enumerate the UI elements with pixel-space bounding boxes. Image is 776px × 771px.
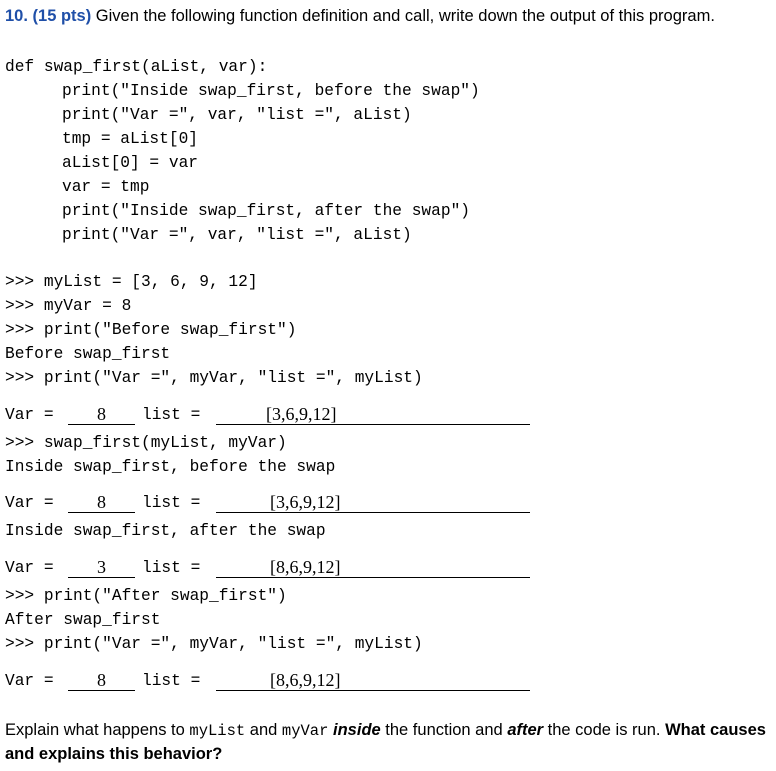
session-line: >>> swap_first(myList, myVar) [5,434,287,452]
session-line: >>> print("Before swap_first") [5,321,297,339]
question-header [5,7,715,26]
list-answer: [3,6,9,12] [270,492,341,512]
var-answer-blank[interactable] [68,670,135,691]
list-label: list = [142,494,201,512]
session-line: >>> myVar = 8 [5,297,132,315]
answer-row [5,557,545,581]
var-answer: 3 [97,557,106,577]
list-label: list = [142,672,201,690]
list-answer-blank[interactable] [216,670,530,691]
code-line: print("Inside swap_first, before the swap") [62,82,480,100]
session-line: >>> myList = [3, 6, 9, 12] [5,273,258,291]
explain-bold-question: What causes and explains this behavior? [5,721,766,763]
code-line: aList[0] = var [62,154,198,172]
list-label: list = [142,406,201,424]
list-answer-blank[interactable] [216,492,530,513]
list-answer: [8,6,9,12] [270,557,341,577]
explain-text: the code is run. [543,721,666,739]
var-label: Var = [5,672,54,690]
var-answer-blank[interactable] [68,557,135,578]
explanation-prompt [5,719,771,766]
answer-row [5,404,545,428]
var-label: Var = [5,406,54,424]
answer-row [5,670,545,694]
explain-emphasis-inside: inside [333,721,381,739]
list-answer: [3,6,9,12] [266,404,337,424]
answer-row [5,492,545,516]
session-output: Inside swap_first, after the swap [5,522,326,540]
explain-code-myvar: myVar [281,722,329,740]
explain-text: Explain what happens to [5,721,190,739]
var-answer-blank[interactable] [68,492,135,513]
code-line: tmp = aList[0] [62,130,198,148]
session-output: After swap_first [5,611,161,629]
explain-text: and [245,721,282,739]
code-line: print("Var =", var, "list =", aList) [62,226,412,244]
var-label: Var = [5,559,54,577]
session-line: >>> print("Var =", myVar, "list =", myList) [5,369,423,387]
var-answer: 8 [97,492,106,512]
explain-code-mylist: myList [189,722,246,740]
code-line: print("Inside swap_first, after the swap") [62,202,470,220]
question-prompt: Given the following function definition and call, write down the output of this program. [95,7,715,25]
list-answer: [8,6,9,12] [270,670,341,690]
list-label: list = [142,559,201,577]
explain-text: the function and [380,721,508,739]
session-line: >>> print("Var =", myVar, "list =", myList) [5,635,423,653]
code-line: var = tmp [62,178,150,196]
code-def-line: def swap_first(aList, var): [5,58,268,76]
var-answer-blank[interactable] [68,404,135,425]
list-answer-blank[interactable] [216,557,530,578]
session-output: Before swap_first [5,345,171,363]
list-answer-blank[interactable] [216,404,530,425]
var-answer: 8 [97,670,106,690]
code-line: print("Var =", var, "list =", aList) [62,106,412,124]
var-label: Var = [5,494,54,512]
var-answer: 8 [97,404,106,424]
question-number: 10. (15 pts) [5,7,92,25]
session-output: Inside swap_first, before the swap [5,458,336,476]
session-line: >>> print("After swap_first") [5,587,287,605]
explain-emphasis-after: after [507,721,544,739]
